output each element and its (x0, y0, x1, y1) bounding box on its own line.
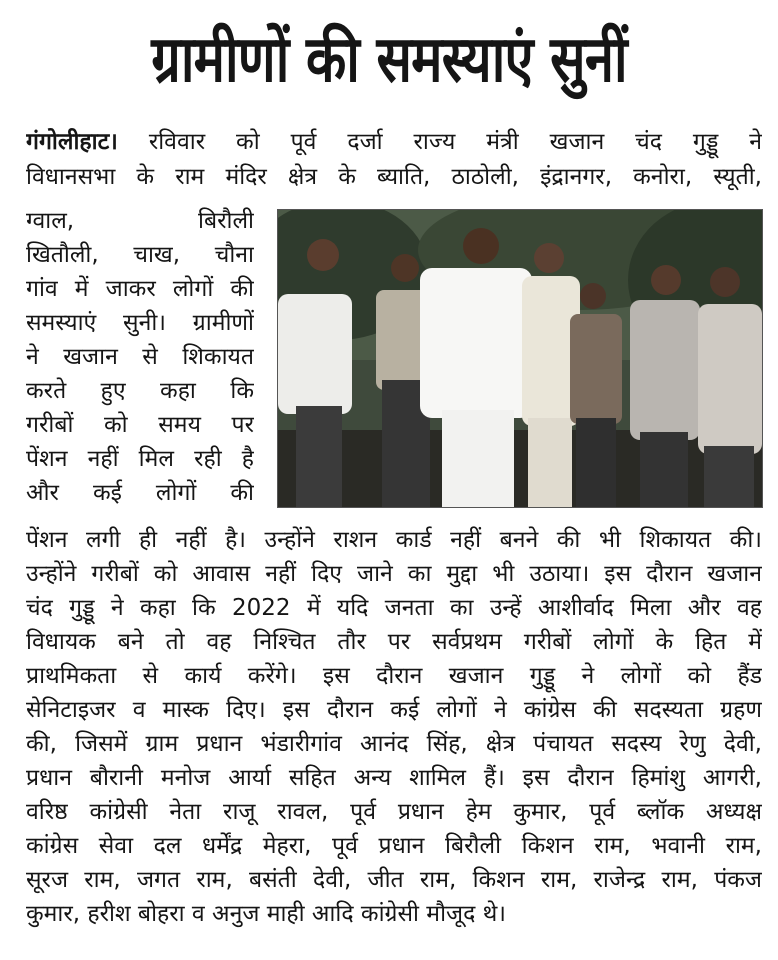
dateline: गंगोलीहाट। (26, 129, 118, 155)
article-line-13: उन्होंने गरीबों को आवास नहीं दिए जाने का मुद्दा भी उठाया। इस दौरान खजान (26, 561, 762, 587)
article-line-23: कुमार, हरीश बोहरा व अनुज माही आदि कांग्रेसी मौजूद थे। (26, 901, 507, 927)
article-line-4: खितौली, चाख, चौना (26, 242, 254, 268)
article-line-6: समस्याएं सुनी। ग्रामीणों (26, 310, 254, 336)
article-line-1 (26, 126, 762, 159)
article-line-5: गांव में जाकर लोगों की (26, 276, 254, 302)
article-line-11: और कई लोगों की (26, 480, 254, 506)
article-line-12: पेंशन लगी ही नहीं है। उन्होंने राशन कार्ड नहीं बनने की भी शिकायत की। (26, 527, 762, 553)
article-line-1-text: रविवार को पूर्व दर्जा राज्य मंत्री खजान चंद गुड्डू ने (117, 129, 762, 155)
article-line-19: प्रधान बौरानी मनोज आर्या सहित अन्य शामिल हैं। इस दौरान हिमांशु आगरी, (26, 765, 762, 791)
article-line-18: की, जिसमें ग्राम प्रधान भंडारीगांव आनंद सिंह, क्षेत्र पंचायत सदस्य रेणु देवी, (26, 731, 762, 757)
article-line-22: सूरज राम, जगत राम, बसंती देवी, जीत राम, किशन राम, राजेन्द्र राम, पंकज (26, 867, 762, 893)
article-line-9: गरीबों को समय पर (26, 412, 254, 438)
news-photo (277, 209, 763, 508)
article-line-17: सेनिटाइजर व मास्क दिए। इस दौरान कई लोगों ने कांग्रेस की सदस्यता ग्रहण (26, 697, 762, 723)
headline: ग्रामीणों की समस्याएं सुनीं (151, 23, 627, 97)
article-line-21: कांग्रेस सेवा दल धर्मेंद्र मेहरा, पूर्व प्रधान बिरौली किशन राम, भवानी राम, (26, 833, 762, 859)
article-line-2: विधानसभा के राम मंदिर क्षेत्र के ब्याति, ठाठोली, इंद्रानगर, कनोरा, स्यूती, (26, 164, 762, 190)
news-photo-image (278, 210, 762, 507)
article-line-10: पेंशन नहीं मिल रही है (26, 446, 254, 472)
article-line-20: वरिष्ठ कांग्रेसी नेता राजू रावल, पूर्व प्रधान हेम कुमार, पूर्व ब्लॉक अध्यक्ष (26, 799, 762, 825)
article-line-7: ने खजान से शिकायत (26, 344, 254, 370)
article-line-3: ग्वाल, बिरौली (26, 208, 254, 234)
article-line-14: चंद गुड्डू ने कहा कि 2022 में यदि जनता का उन्हें आशीर्वाद मिला और वह (26, 595, 762, 621)
article-line-8: करते हुए कहा कि (26, 378, 254, 404)
article-line-16: प्राथमिकता से कार्य करेंगे। इस दौरान खजान गुड्डू ने लोगों को हैंड (26, 663, 762, 689)
article-line-15: विधायक बने तो वह निश्चित तौर पर सर्वप्रथम गरीबों लोगों के हित में (26, 629, 762, 655)
